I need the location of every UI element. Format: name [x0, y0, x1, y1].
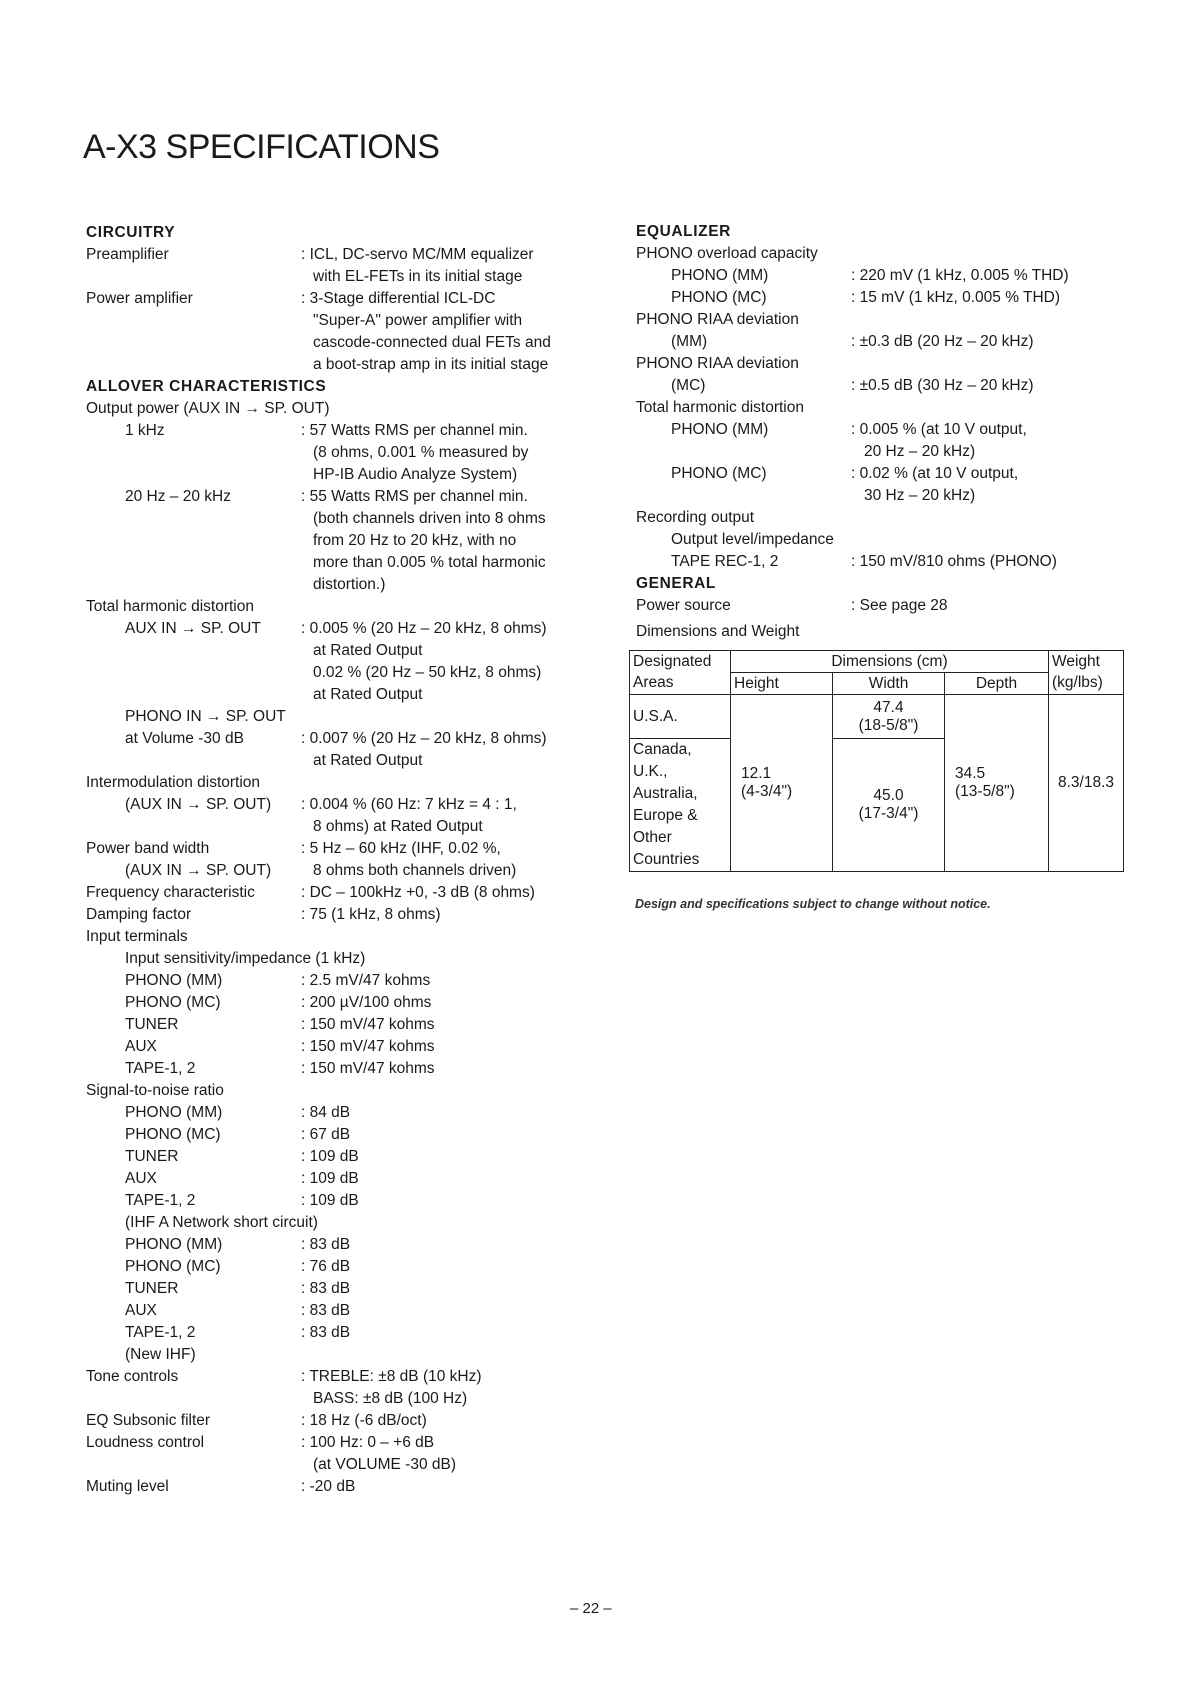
spec-value: : See page 28	[851, 597, 948, 614]
spec-label: PHONO overload capacity	[636, 245, 818, 262]
spec-label: TUNER	[125, 1148, 179, 1165]
width-usa-value: 47.4 (18-5/8")	[833, 695, 945, 739]
section-heading-allover: ALLOVER CHARACTERISTICS	[86, 378, 327, 395]
spec-value: at Rated Output	[313, 752, 423, 769]
spec-label: (New IHF)	[125, 1346, 196, 1363]
spec-value: : ICL, DC-servo MC/MM equalizer	[301, 246, 534, 263]
spec-label: TAPE-1, 2	[125, 1324, 196, 1341]
spec-label: Power source	[636, 597, 731, 614]
spec-label: PHONO IN → SP. OUT	[125, 708, 286, 725]
spec-label: (MM)	[671, 333, 708, 350]
spec-value: : 0.02 % (at 10 V output,	[851, 465, 1019, 482]
spec-label: PHONO (MM)	[671, 421, 769, 438]
header-height: Height	[731, 673, 833, 695]
spec-label: Preamplifier	[86, 246, 169, 263]
spec-value: : 150 mV/810 ohms (PHONO)	[851, 553, 1057, 570]
spec-value: : 5 Hz – 60 kHz (IHF, 0.02 %,	[301, 840, 501, 857]
left-spec-column	[86, 222, 626, 1498]
area-others: Canada, U.K., Australia, Europe & Other Countries	[630, 739, 731, 872]
spec-label: TAPE-1, 2	[125, 1192, 196, 1209]
header-width: Width	[833, 673, 945, 695]
spec-label: Input sensitivity/impedance (1 kHz)	[125, 950, 366, 967]
spec-label: PHONO (MM)	[125, 1236, 223, 1253]
spec-value: from 20 Hz to 20 kHz, with no	[313, 532, 517, 549]
spec-value: : 83 dB	[301, 1302, 351, 1319]
spec-value: : 109 dB	[301, 1148, 359, 1165]
spec-value: : 150 mV/47 kohms	[301, 1060, 435, 1077]
spec-value: : ±0.5 dB (30 Hz – 20 kHz)	[851, 377, 1034, 394]
spec-label: PHONO RIAA deviation	[636, 355, 799, 372]
spec-label: Output level/impedance	[671, 531, 834, 548]
spec-value: a boot-strap amp in its initial stage	[313, 356, 549, 373]
spec-label: (AUX IN → SP. OUT)	[125, 796, 272, 813]
spec-value: : 100 Hz: 0 – +6 dB	[301, 1434, 435, 1451]
spec-value: "Super-A" power amplifier with	[313, 312, 523, 329]
area-usa: U.S.A.	[630, 695, 731, 739]
spec-label: 1 kHz	[125, 422, 165, 439]
spec-value: : 0.004 % (60 Hz: 7 kHz = 4 : 1,	[301, 796, 517, 813]
spec-label: Recording output	[636, 509, 755, 526]
depth-value: 34.5 (13-5/8")	[945, 695, 1049, 872]
spec-value: with EL-FETs in its initial stage	[313, 268, 523, 285]
spec-label: PHONO RIAA deviation	[636, 311, 799, 328]
spec-label: Power amplifier	[86, 290, 193, 307]
spec-label: TUNER	[125, 1016, 179, 1033]
spec-label: Muting level	[86, 1478, 169, 1495]
spec-label: PHONO (MC)	[125, 1126, 221, 1143]
header-areas: Areas	[630, 673, 731, 695]
spec-label: AUX	[125, 1170, 157, 1187]
spec-value: : 200 µV/100 ohms	[301, 994, 432, 1011]
header-weight-unit: (kg/lbs)	[1049, 673, 1124, 695]
spec-value: 8 ohms) at Rated Output	[313, 818, 483, 835]
spec-label: (AUX IN → SP. OUT)	[125, 862, 272, 879]
spec-label: PHONO (MC)	[125, 994, 221, 1011]
spec-label: 20 Hz – 20 kHz	[125, 488, 231, 505]
spec-value: : 0.005 % (at 10 V output,	[851, 421, 1027, 438]
spec-label: AUX	[125, 1038, 157, 1055]
spec-value: : 84 dB	[301, 1104, 351, 1121]
spec-label: Intermodulation distortion	[86, 774, 261, 791]
header-depth: Depth	[945, 673, 1049, 695]
spec-value: : 76 dB	[301, 1258, 351, 1275]
width-other-value: 45.0 (17-3/4")	[833, 739, 945, 872]
section-heading-equalizer: EQUALIZER	[636, 223, 731, 240]
spec-value: BASS: ±8 dB (100 Hz)	[313, 1390, 468, 1407]
spec-value: : 15 mV (1 kHz, 0.005 % THD)	[851, 289, 1061, 306]
spec-label: Total harmonic distortion	[86, 598, 254, 615]
disclaimer-note: Design and specifications subject to change without notice.	[635, 897, 991, 911]
spec-label: Frequency characteristic	[86, 884, 255, 901]
spec-value: : DC – 100kHz +0, -3 dB (8 ohms)	[301, 884, 535, 901]
spec-value: : TREBLE: ±8 dB (10 kHz)	[301, 1368, 482, 1385]
spec-value: distortion.)	[313, 576, 386, 593]
spec-value: : -20 dB	[301, 1478, 356, 1495]
spec-label: (IHF A Network short circuit)	[125, 1214, 318, 1231]
spec-label: at Volume -30 dB	[125, 730, 244, 747]
spec-label: Power band width	[86, 840, 210, 857]
spec-label: AUX	[125, 1302, 157, 1319]
spec-label: Signal-to-noise ratio	[86, 1082, 224, 1099]
height-value: 12.1 (4-3/4")	[731, 695, 833, 872]
spec-value: more than 0.005 % total harmonic	[313, 554, 546, 571]
spec-value: : 0.005 % (20 Hz – 20 kHz, 8 ohms)	[301, 620, 547, 637]
page-title: A-X3 SPECIFICATIONS	[83, 128, 440, 166]
spec-value: : 0.007 % (20 Hz – 20 kHz, 8 ohms)	[301, 730, 547, 747]
right-spec-column	[636, 221, 1156, 643]
page-number: – 22 –	[570, 1600, 612, 1617]
spec-value: : 109 dB	[301, 1192, 359, 1209]
spec-label: PHONO (MC)	[671, 465, 767, 482]
spec-value: : 18 Hz (-6 dB/oct)	[301, 1412, 427, 1429]
spec-value: : 3-Stage differential ICL-DC	[301, 290, 496, 307]
section-heading-general: GENERAL	[636, 575, 716, 592]
spec-value: : 150 mV/47 kohms	[301, 1038, 435, 1055]
spec-label: PHONO (MC)	[671, 289, 767, 306]
spec-label: PHONO (MM)	[671, 267, 769, 284]
spec-value: : 150 mV/47 kohms	[301, 1016, 435, 1033]
spec-value: : 109 dB	[301, 1170, 359, 1187]
spec-value: 0.02 % (20 Hz – 50 kHz, 8 ohms)	[313, 664, 542, 681]
spec-value: (8 ohms, 0.001 % measured by	[313, 444, 529, 461]
header-designated: Designated	[630, 651, 731, 673]
spec-value: (at VOLUME -30 dB)	[313, 1456, 456, 1473]
spec-value: (both channels driven into 8 ohms	[313, 510, 546, 527]
section-heading-circuitry: CIRCUITRY	[86, 224, 176, 241]
spec-label: TUNER	[125, 1280, 179, 1297]
spec-value: HP-IB Audio Analyze System)	[313, 466, 518, 483]
spec-label: TAPE REC-1, 2	[671, 553, 779, 570]
spec-value: at Rated Output	[313, 686, 423, 703]
spec-value: : 67 dB	[301, 1126, 351, 1143]
header-dimensions: Dimensions (cm)	[731, 651, 1049, 673]
spec-value: : 75 (1 kHz, 8 ohms)	[301, 906, 441, 923]
spec-label: TAPE-1, 2	[125, 1060, 196, 1077]
spec-value: : 83 dB	[301, 1324, 351, 1341]
spec-value: : 220 mV (1 kHz, 0.005 % THD)	[851, 267, 1069, 284]
spec-label: Output power (AUX IN → SP. OUT)	[86, 400, 330, 417]
spec-label: (MC)	[671, 377, 706, 394]
spec-value: 30 Hz – 20 kHz)	[864, 487, 976, 504]
header-weight: Weight	[1049, 651, 1124, 673]
spec-label: Damping factor	[86, 906, 192, 923]
spec-value: : 57 Watts RMS per channel min.	[301, 422, 528, 439]
spec-label: Total harmonic distortion	[636, 399, 804, 416]
spec-label: AUX IN → SP. OUT	[125, 620, 261, 637]
spec-label: EQ Subsonic filter	[86, 1412, 211, 1429]
spec-label: Loudness control	[86, 1434, 205, 1451]
spec-value: at Rated Output	[313, 642, 423, 659]
spec-value: : 2.5 mV/47 kohms	[301, 972, 431, 989]
spec-label: Dimensions and Weight	[636, 623, 800, 640]
spec-value: : 83 dB	[301, 1280, 351, 1297]
spec-label: PHONO (MC)	[125, 1258, 221, 1275]
spec-value: : 83 dB	[301, 1236, 351, 1253]
weight-value: 8.3/18.3	[1049, 695, 1124, 872]
spec-value: cascode-connected dual FETs and	[313, 334, 551, 351]
spec-label: Input terminals	[86, 928, 188, 945]
spec-value: : ±0.3 dB (20 Hz – 20 kHz)	[851, 333, 1034, 350]
spec-label: Tone controls	[86, 1368, 179, 1385]
spec-value: 20 Hz – 20 kHz)	[864, 443, 976, 460]
spec-value: : 55 Watts RMS per channel min.	[301, 488, 528, 505]
spec-label: PHONO (MM)	[125, 1104, 223, 1121]
dimensions-table	[629, 650, 1124, 872]
spec-label: PHONO (MM)	[125, 972, 223, 989]
spec-value: 8 ohms both channels driven)	[313, 862, 517, 879]
